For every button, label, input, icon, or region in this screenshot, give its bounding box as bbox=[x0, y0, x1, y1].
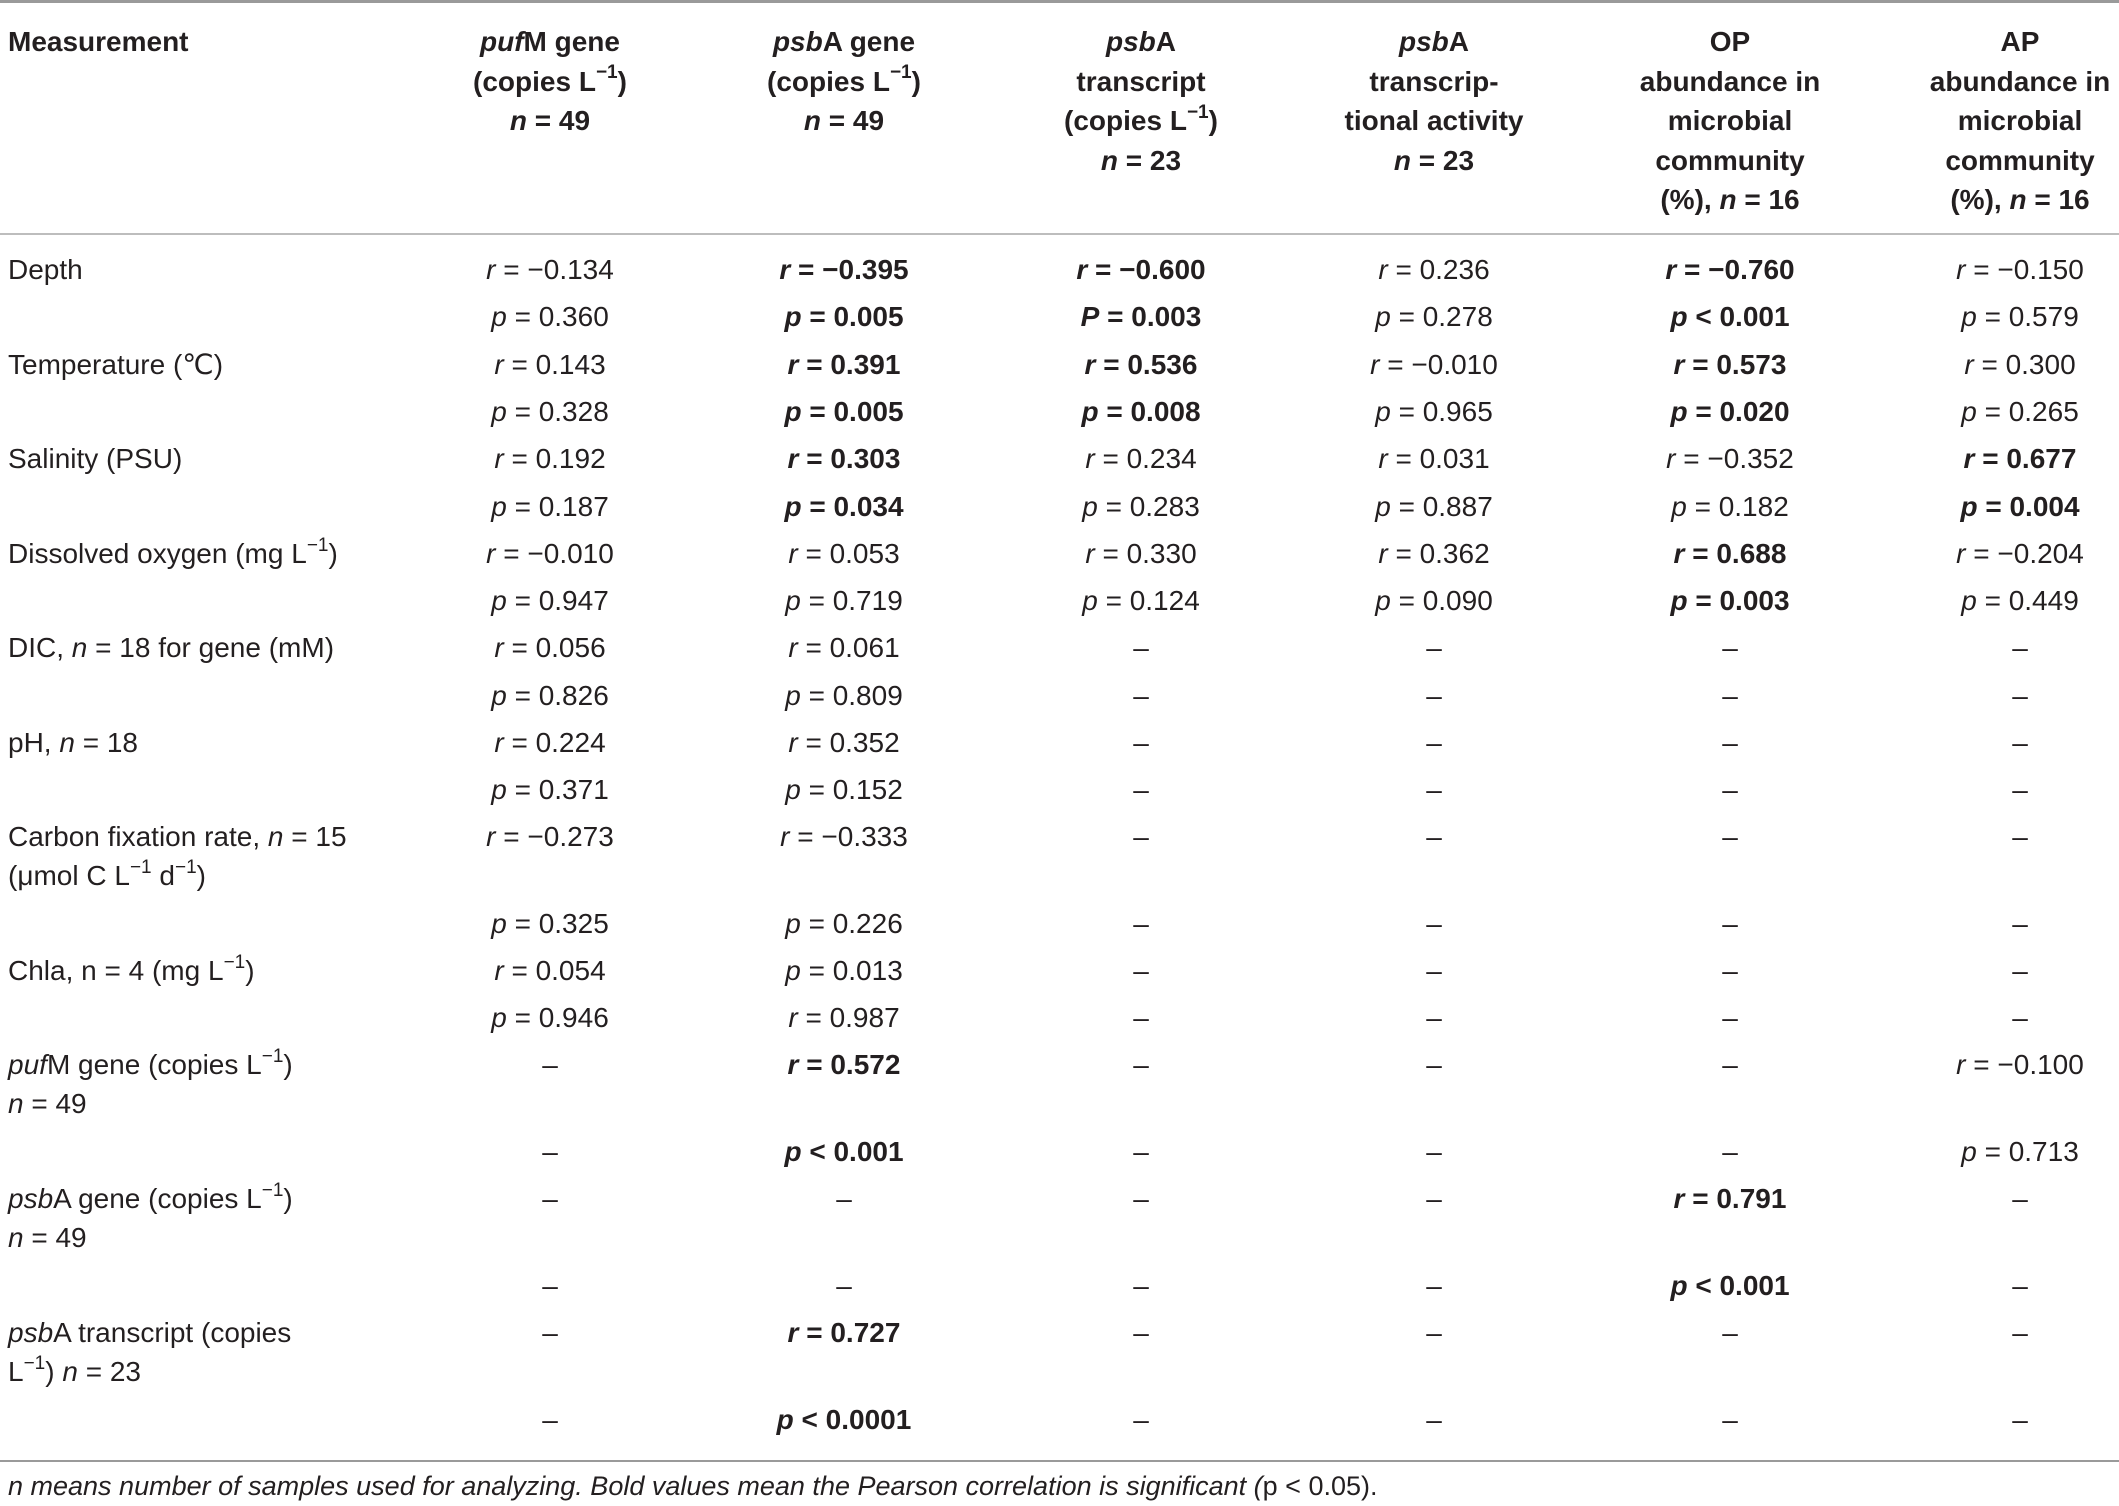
row-label-temperature: Temperature (℃) bbox=[8, 349, 224, 380]
cell: r = 0.572 bbox=[787, 1049, 901, 1080]
cell: – bbox=[1722, 908, 1738, 939]
cell: p = 0.226 bbox=[785, 908, 903, 939]
cell: – bbox=[1426, 1404, 1442, 1435]
cell: p = 0.826 bbox=[491, 680, 609, 711]
cell: – bbox=[542, 1270, 558, 1301]
cell: – bbox=[1133, 632, 1149, 663]
cell: r = −0.134 bbox=[486, 254, 614, 285]
cell: p = 0.947 bbox=[491, 585, 609, 616]
cell: p = 0.090 bbox=[1375, 585, 1493, 616]
cell: – bbox=[1426, 632, 1442, 663]
cell: r = 0.727 bbox=[787, 1317, 901, 1348]
row-label-chla: Chla, n = 4 (mg $L^{-1}$) bbox=[8, 951, 255, 986]
cell: P = 0.003 bbox=[1080, 301, 1202, 332]
cell: – bbox=[542, 1317, 558, 1348]
cell: p = 0.004 bbox=[1960, 491, 2080, 522]
cell: – bbox=[1722, 821, 1738, 852]
cell: p = 0.809 bbox=[785, 680, 903, 711]
cell: p = 0.187 bbox=[491, 491, 609, 522]
cell: r = 0.536 bbox=[1084, 349, 1198, 380]
cell: p = 0.152 bbox=[785, 774, 903, 805]
row-label-psba-transcript: psbA transcript (copies $L^{-1}$) n = 23 bbox=[8, 1317, 292, 1387]
cell: – bbox=[1133, 1002, 1149, 1033]
cell: r = 0.054 bbox=[494, 955, 606, 986]
cell: r = 0.791 bbox=[1673, 1183, 1787, 1214]
cell: – bbox=[1133, 1317, 1149, 1348]
cell: p = 0.013 bbox=[785, 955, 903, 986]
row-label-psba-gene: psbA gene (copies $L^{-1}$) n = 49 bbox=[8, 1179, 293, 1253]
cell: r = 0.061 bbox=[788, 632, 900, 663]
cell: p = 0.265 bbox=[1961, 396, 2079, 427]
cell: – bbox=[1426, 774, 1442, 805]
cell: – bbox=[1133, 1270, 1149, 1301]
cell: – bbox=[1426, 1136, 1442, 1167]
cell: – bbox=[1133, 955, 1149, 986]
cell: – bbox=[2012, 680, 2028, 711]
cell: – bbox=[1722, 955, 1738, 986]
cell: r = 0.224 bbox=[494, 727, 606, 758]
cell: p = 0.579 bbox=[1961, 301, 2079, 332]
cell: – bbox=[1133, 727, 1149, 758]
cell: – bbox=[1426, 821, 1442, 852]
cell: – bbox=[1722, 1317, 1738, 1348]
cell: – bbox=[2012, 1404, 2028, 1435]
cell: – bbox=[2012, 1002, 2028, 1033]
cell: r = 0.236 bbox=[1378, 254, 1490, 285]
cell: – bbox=[542, 1049, 558, 1080]
cell: – bbox=[1722, 727, 1738, 758]
row-label-ph: pH, n = 18 bbox=[8, 727, 138, 758]
cell: – bbox=[2012, 727, 2028, 758]
cell: r = 0.303 bbox=[787, 443, 901, 474]
cell: p = 0.005 bbox=[784, 301, 904, 332]
cell: p = 0.325 bbox=[491, 908, 609, 939]
cell: – bbox=[1722, 680, 1738, 711]
cell: r = 0.056 bbox=[494, 632, 606, 663]
cell: r = 0.234 bbox=[1085, 443, 1197, 474]
cell: r = 0.143 bbox=[494, 349, 606, 380]
table-bottom-rule bbox=[0, 1460, 2119, 1462]
cell: r = −0.333 bbox=[780, 821, 908, 852]
cell: r = 0.300 bbox=[1964, 349, 2076, 380]
cell: – bbox=[542, 1136, 558, 1167]
cell: p = 0.360 bbox=[491, 301, 609, 332]
cell: p < 0.001 bbox=[1670, 301, 1790, 332]
cell: p = 0.005 bbox=[784, 396, 904, 427]
cell: – bbox=[2012, 908, 2028, 939]
cell: – bbox=[2012, 1270, 2028, 1301]
table-footnote: n means number of samples used for analyzing. Bold values mean the Pearson correlation is significant (p < 0.05). bbox=[8, 1471, 1378, 1501]
cell: p = 0.124 bbox=[1082, 585, 1200, 616]
header-psba-transcript: psbA transcript (copies $L^{-1}$) n = 23 bbox=[1064, 26, 1218, 176]
cell: – bbox=[542, 1183, 558, 1214]
cell: r = 0.677 bbox=[1963, 443, 2077, 474]
cell: r = −0.273 bbox=[486, 821, 614, 852]
cell: – bbox=[1426, 908, 1442, 939]
cell: p < 0.0001 bbox=[776, 1404, 912, 1435]
header-rule bbox=[0, 233, 2119, 235]
cell: – bbox=[1133, 1049, 1149, 1080]
row-label-oxygen: Dissolved oxygen (mg $L^{-1}$) bbox=[8, 534, 338, 569]
row-label-depth: Depth bbox=[8, 254, 83, 285]
cell: – bbox=[1426, 1049, 1442, 1080]
cell: – bbox=[1133, 908, 1149, 939]
cell: – bbox=[836, 1270, 852, 1301]
cell: – bbox=[1133, 1136, 1149, 1167]
cell: r = 0.330 bbox=[1085, 538, 1197, 569]
cell: p = 0.719 bbox=[785, 585, 903, 616]
table-header bbox=[0, 22, 2119, 232]
cell: – bbox=[2012, 1317, 2028, 1348]
cell: – bbox=[1722, 632, 1738, 663]
cell: p = 0.887 bbox=[1375, 491, 1493, 522]
cell: p < 0.001 bbox=[784, 1136, 904, 1167]
cell: r = 0.053 bbox=[788, 538, 900, 569]
cell: p = 0.713 bbox=[1961, 1136, 2079, 1167]
cell: p = 0.283 bbox=[1082, 491, 1200, 522]
cell: p = 0.020 bbox=[1670, 396, 1790, 427]
cell: r = −0.352 bbox=[1666, 443, 1794, 474]
cell: r = −0.760 bbox=[1665, 254, 1795, 285]
cell: – bbox=[1722, 774, 1738, 805]
cell: p = 0.278 bbox=[1375, 301, 1493, 332]
header-psba-gene: psbA gene (copies $L^{-1}$) n = 49 bbox=[767, 26, 921, 136]
cell: p = 0.003 bbox=[1670, 585, 1790, 616]
header-op-abundance: OP abundance in microbial community (%), n = 16 bbox=[1639, 26, 1821, 215]
cell: – bbox=[836, 1183, 852, 1214]
cell: r = −0.600 bbox=[1076, 254, 1206, 285]
cell: – bbox=[1722, 1136, 1738, 1167]
cell: r = 0.573 bbox=[1673, 349, 1787, 380]
table-top-rule bbox=[0, 0, 2119, 3]
cell: r = 0.031 bbox=[1378, 443, 1490, 474]
cell: – bbox=[542, 1404, 558, 1435]
cell: – bbox=[1426, 727, 1442, 758]
cell: p = 0.449 bbox=[1961, 585, 2079, 616]
header-measurement: Measurement bbox=[8, 26, 189, 57]
row-label-salinity: Salinity (PSU) bbox=[8, 443, 183, 474]
cell: – bbox=[1133, 774, 1149, 805]
cell: – bbox=[1722, 1002, 1738, 1033]
cell: p = 0.965 bbox=[1375, 396, 1493, 427]
cell: – bbox=[2012, 774, 2028, 805]
cell: r = −0.395 bbox=[779, 254, 909, 285]
cell: r = 0.192 bbox=[494, 443, 606, 474]
cell: r = −0.204 bbox=[1956, 538, 2084, 569]
cell: – bbox=[1426, 680, 1442, 711]
cell: – bbox=[1722, 1049, 1738, 1080]
cell: – bbox=[2012, 955, 2028, 986]
cell: – bbox=[1133, 1183, 1149, 1214]
header-psba-activity: psbA transcrip- tional activity n = 23 bbox=[1344, 26, 1524, 176]
cell: – bbox=[1426, 1183, 1442, 1214]
cell: r = −0.010 bbox=[1370, 349, 1498, 380]
cell: – bbox=[1722, 1404, 1738, 1435]
row-label-pufm: pufM gene (copies $L^{-1}$) n = 49 bbox=[8, 1045, 293, 1119]
cell: – bbox=[1426, 955, 1442, 986]
cell: r = −0.100 bbox=[1956, 1049, 2084, 1080]
cell: – bbox=[1426, 1270, 1442, 1301]
cell: p = 0.946 bbox=[491, 1002, 609, 1033]
cell: r = 0.987 bbox=[788, 1002, 900, 1033]
cell: – bbox=[1133, 1404, 1149, 1435]
header-ap-abundance: AP abundance in microbial community (%), n = 16 bbox=[1929, 26, 2111, 215]
cell: r = 0.352 bbox=[788, 727, 900, 758]
cell: r = 0.362 bbox=[1378, 538, 1490, 569]
cell: p = 0.034 bbox=[784, 491, 904, 522]
cell: p < 0.001 bbox=[1670, 1270, 1790, 1301]
cell: – bbox=[2012, 632, 2028, 663]
header-pufm-gene: pufM gene (copies $L^{-1}$) n = 49 bbox=[473, 26, 627, 136]
cell: p = 0.182 bbox=[1671, 491, 1789, 522]
cell: r = −0.150 bbox=[1956, 254, 2084, 285]
cell: – bbox=[2012, 821, 2028, 852]
cell: – bbox=[1426, 1002, 1442, 1033]
cell: – bbox=[2012, 1183, 2028, 1214]
cell: – bbox=[1133, 821, 1149, 852]
cell: r = −0.010 bbox=[486, 538, 614, 569]
cell: – bbox=[1133, 680, 1149, 711]
cell: p = 0.008 bbox=[1081, 396, 1201, 427]
cell: – bbox=[1426, 1317, 1442, 1348]
cell: r = 0.391 bbox=[787, 349, 901, 380]
cell: r = 0.688 bbox=[1673, 538, 1787, 569]
cell: p = 0.328 bbox=[491, 396, 609, 427]
cell: p = 0.371 bbox=[491, 774, 609, 805]
row-label-carbon: Carbon fixation rate, n = 15 (μmol C $L^{-1}$ $d^{-1}$) bbox=[8, 821, 347, 891]
row-label-dic: DIC, n = 18 for gene (mM) bbox=[8, 632, 335, 663]
